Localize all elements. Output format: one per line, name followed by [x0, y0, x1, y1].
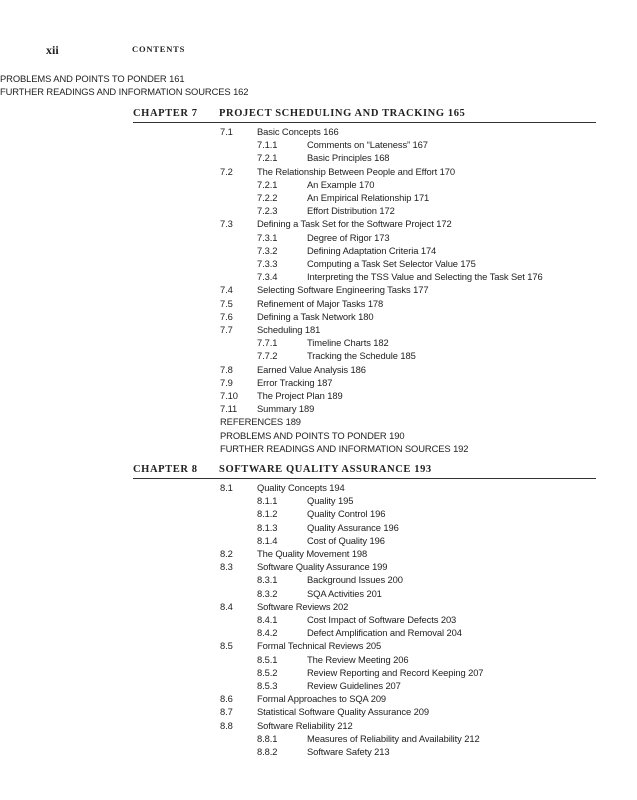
toc-entry-text: An Example 170 [307, 178, 375, 190]
toc-subsection-entry [0, 679, 637, 692]
toc-subsection-entry [0, 745, 637, 758]
toc-entry-text: Defining a Task Network 180 [257, 310, 374, 322]
toc-entry-number: 7.1 [220, 126, 233, 137]
toc-section-entry [0, 323, 637, 336]
toc-entry-text: Quality Control 196 [307, 508, 386, 520]
toc-section-entry [0, 297, 637, 310]
toc-entry-text: Formal Technical Reviews 205 [257, 640, 382, 652]
toc-subsection-entry [0, 191, 637, 204]
toc-entry-text: Defining Adaptation Criteria 174 [307, 244, 437, 256]
toc-entry-text: Refinement of Major Tasks 178 [257, 297, 384, 309]
toc-entry-number: 8.2 [220, 548, 233, 559]
toc-section-entry [0, 692, 637, 705]
toc-entry-number: 7.3.3 [257, 258, 278, 269]
toc-entry-number: 7.2.3 [257, 205, 278, 217]
toc-entry-number: 7.3.1 [257, 231, 278, 243]
chapter-rule [133, 478, 596, 479]
toc-subsection-entry [0, 573, 637, 586]
toc-entry-number: 8.1.1 [257, 495, 278, 507]
toc-entry-number: 7.5 [220, 297, 233, 309]
toc-entry-text: Defect Amplification and Removal 204 [307, 627, 462, 639]
toc-backmatter-entry [0, 415, 637, 428]
toc-entry-text: Software Quality Assurance 199 [257, 561, 388, 573]
toc-subsection-entry [0, 151, 637, 164]
toc-entry-number: 8.8 [220, 719, 233, 731]
toc-entry-text: Defining a Task Set for the Software Project 172 [257, 218, 452, 230]
toc-subsection-entry [0, 534, 637, 547]
toc-section-entry [0, 547, 637, 560]
toc-backmatter-entry [0, 429, 637, 442]
chapter-label: CHAPTER 7 [133, 108, 198, 119]
toc-entry-text: Scheduling 181 [257, 324, 321, 335]
chapter-title: PROJECT SCHEDULING AND TRACKING 165 [219, 108, 466, 119]
toc-entry-number: 8.3.1 [257, 574, 278, 586]
toc-entry-text: Tracking the Schedule 185 [307, 350, 416, 362]
toc-entry-text: PROBLEMS AND POINTS TO PONDER 161 [0, 73, 185, 84]
toc-entry-text: PROBLEMS AND POINTS TO PONDER 190 [220, 429, 405, 441]
toc-entry-text: Software Reviews 202 [257, 600, 349, 612]
toc-section-entry [0, 376, 637, 389]
toc-entry-number: 7.11 [220, 403, 238, 415]
toc-section-entry [0, 705, 637, 718]
toc-entry-text: SQA Activities 201 [307, 587, 382, 599]
toc-subsection-entry [0, 521, 637, 534]
toc-entry-text: Cost Impact of Software Defects 203 [307, 614, 457, 625]
toc-entry-number: 8.1.2 [257, 508, 278, 520]
toc-entry-number: 8.8.2 [257, 746, 278, 757]
toc-subsection-entry [0, 244, 637, 257]
toc-subsection-entry [0, 85, 637, 98]
toc-subsection-entry [0, 178, 637, 191]
toc-entry-text: Formal Approaches to SQA 209 [257, 693, 387, 705]
toc-entry-text: An Empirical Relationship 171 [307, 192, 430, 203]
toc-subsection-entry [0, 349, 637, 362]
toc-entry-number: 8.3.2 [257, 587, 278, 599]
toc-entry-number: 8.4 [220, 600, 233, 612]
toc-entry-number: 7.3 [220, 218, 233, 230]
toc-subsection-entry [0, 231, 637, 244]
chapter-7-heading [0, 108, 637, 126]
toc-entry-text: Computing a Task Set Selector Value 175 [307, 258, 476, 269]
chapter-rule [133, 122, 596, 123]
toc-entry-number: 8.5.2 [257, 666, 278, 678]
toc-entry-text: Earned Value Analysis 186 [257, 363, 366, 375]
toc-entry-text: Cost of Quality 196 [307, 534, 385, 546]
toc-entry-text: Software Safety 213 [307, 746, 390, 757]
toc-entry-number: 7.3.4 [257, 271, 278, 283]
toc-entry-text: The Review Meeting 206 [307, 653, 409, 665]
toc-entry-number: 8.1.4 [257, 534, 278, 546]
toc-backmatter-entry [0, 442, 637, 455]
chapter-label: CHAPTER 8 [133, 464, 198, 475]
toc-entry-number: 7.2 [220, 165, 233, 177]
toc-entry-text: Basic Concepts 166 [257, 126, 339, 137]
toc-subsection-entry [0, 257, 637, 270]
toc-entry-text: Review Reporting and Record Keeping 207 [307, 666, 484, 678]
toc-subsection-entry [0, 626, 637, 639]
toc-entry-text: Measures of Reliability and Availability 212 [307, 732, 480, 744]
toc-subsection-entry [0, 613, 637, 626]
toc-entry-number: 7.2.1 [257, 178, 278, 190]
toc-entry-number: 7.2.2 [257, 192, 278, 203]
toc-entry-number: 7.9 [220, 376, 233, 388]
toc-entry-text: The Quality Movement 198 [257, 548, 368, 559]
toc-entry-number: 8.4.2 [257, 627, 278, 639]
toc-subsection-entry [0, 336, 637, 349]
toc-entry-text: REFERENCES 189 [220, 416, 301, 428]
toc-subsection-entry [0, 587, 637, 600]
toc-entry-number: 7.10 [220, 390, 238, 401]
chapter-8-heading [0, 464, 637, 482]
toc-section-entry [0, 560, 637, 573]
toc-subsection-entry [0, 653, 637, 666]
toc-entry-text: Selecting Software Engineering Tasks 177 [257, 284, 429, 296]
toc-entry-number: 7.7.1 [257, 337, 278, 349]
toc-entry-number: 7.2.1 [257, 152, 278, 164]
toc-entry-text: The Relationship Between People and Effort 170 [257, 165, 455, 177]
toc-entry-number: 7.3.2 [257, 244, 278, 256]
toc-entry-number: 7.8 [220, 363, 233, 375]
toc-entry-number: 8.4.1 [257, 614, 278, 625]
toc-entry-number: 8.3 [220, 561, 233, 573]
toc-entry-text: Background Issues 200 [307, 574, 403, 586]
toc-entry-text: Error Tracking 187 [257, 376, 333, 388]
toc-section-entry [0, 639, 637, 652]
toc-entry-text: Statistical Software Quality Assurance 209 [257, 706, 429, 718]
toc-entry-number: 8.7 [220, 706, 233, 718]
toc-entry-text: Basic Principles 168 [307, 152, 390, 164]
toc-section-entry [0, 363, 637, 376]
toc-entry-number: 8.5.3 [257, 680, 278, 691]
toc-section-entry [0, 481, 637, 494]
toc-entry-number: 7.6 [220, 310, 233, 322]
toc-entry-number: 8.8.1 [257, 732, 278, 744]
running-header [0, 43, 637, 57]
toc-section-entry [0, 125, 637, 138]
toc-entry-text: FURTHER READINGS AND INFORMATION SOURCES 162 [0, 86, 249, 98]
toc-entry-text: FURTHER READINGS AND INFORMATION SOURCES 192 [220, 442, 469, 454]
toc-entry-text: Review Guidelines 207 [307, 680, 401, 691]
toc-entry-number: 7.4 [220, 284, 233, 296]
toc-subsection-entry [0, 270, 637, 283]
toc-subsection-entry [0, 732, 637, 745]
toc-entry-number: 8.1 [220, 482, 233, 493]
toc-subsection-entry [0, 204, 637, 217]
toc-entry-text: Effort Distribution 172 [307, 205, 395, 217]
toc-entry-text: Interpreting the TSS Value and Selecting the Task Set 176 [307, 271, 543, 283]
toc-section-entry [0, 310, 637, 323]
toc-entry-number: 8.5 [220, 640, 233, 652]
toc-section-entry [0, 283, 637, 296]
toc-entry-text: Quality Concepts 194 [257, 482, 345, 493]
toc-entry-number: 8.5.1 [257, 653, 278, 665]
toc-entry-text: Quality Assurance 196 [307, 521, 399, 533]
toc-entry-text: Timeline Charts 182 [307, 337, 389, 349]
toc-section-entry [0, 600, 637, 613]
toc-subsection-entry [0, 666, 637, 679]
toc-entry-text: Quality 195 [307, 495, 354, 507]
toc-entry-text: Summary 189 [257, 403, 315, 415]
toc-entry-text: Degree of Rigor 173 [307, 231, 390, 243]
toc-section-entry [0, 389, 637, 402]
toc-entry-number: 7.1.1 [257, 139, 278, 151]
page-number: xii [46, 43, 59, 57]
toc-entry-number: 8.6 [220, 693, 233, 705]
toc-subsection-entry [0, 138, 637, 151]
toc-subsection-entry [0, 72, 637, 85]
running-title: CONTENTS [132, 44, 186, 54]
toc-entry-text: Software Reliability 212 [257, 719, 353, 731]
toc-entry-number: 8.1.3 [257, 521, 278, 533]
toc-section-entry [0, 217, 637, 230]
toc-entry-text: Comments on “Lateness” 167 [307, 139, 428, 151]
toc-section-entry [0, 402, 637, 415]
toc-section-entry [0, 165, 637, 178]
chapter-title: SOFTWARE QUALITY ASSURANCE 193 [219, 464, 432, 475]
toc-subsection-entry [0, 494, 637, 507]
toc-entry-text: The Project Plan 189 [257, 390, 343, 401]
toc-entry-number: 7.7 [220, 324, 233, 335]
toc-subsection-entry [0, 507, 637, 520]
toc-entry-number: 7.7.2 [257, 350, 278, 362]
toc-section-entry [0, 719, 637, 732]
